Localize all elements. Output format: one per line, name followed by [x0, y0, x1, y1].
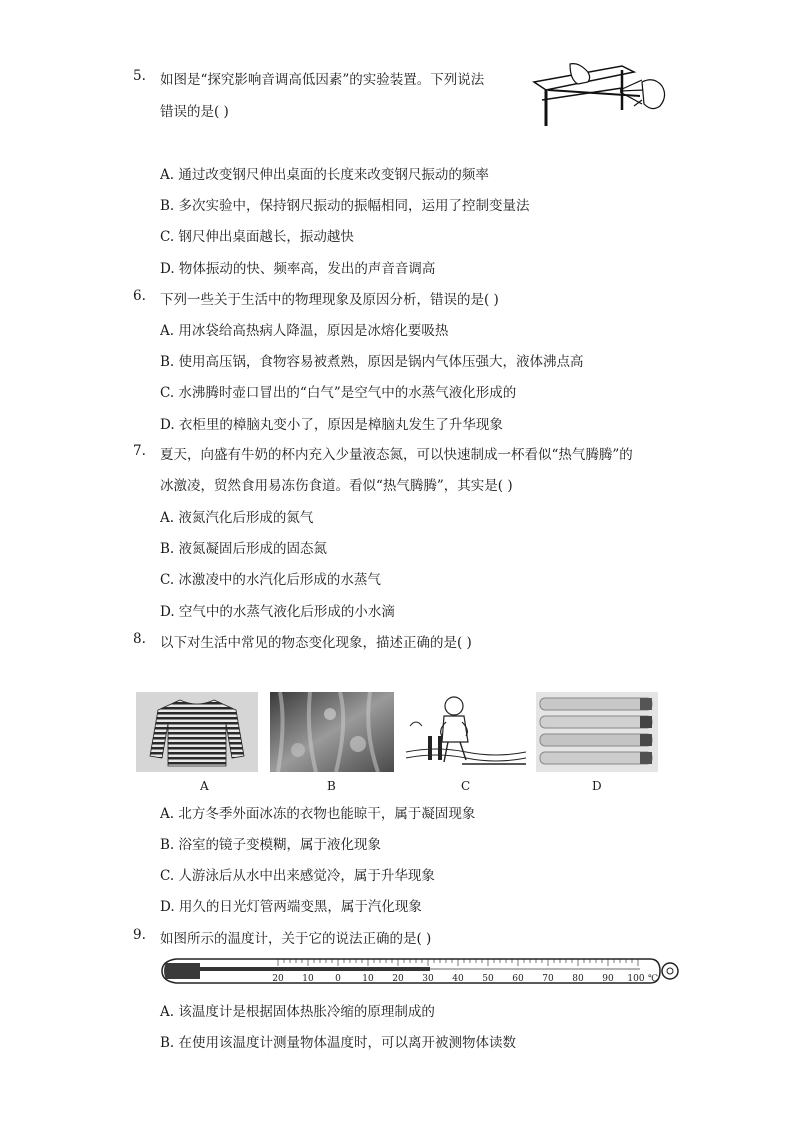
scale-unit: ℃ [647, 974, 659, 984]
scale-label: 40 [452, 974, 464, 984]
fluorescent-tubes-photo [536, 692, 658, 772]
ruler-experiment-figure [530, 60, 670, 130]
option-d: D. 用久的日光灯管两端变黑，属于汽化现象 [160, 899, 422, 915]
scale-label: 50 [482, 974, 494, 984]
option-b: B. 液氮凝固后形成的固态氮 [160, 541, 328, 557]
question-stem-line: 夏天，向盛有牛奶的杯内充入少量液态氮，可以快速制成一杯看似“热气腾腾”的 [160, 447, 633, 463]
scale-label: 80 [572, 974, 584, 984]
question-stem-line: 错误的是( ) [160, 104, 229, 120]
option-d: D. 空气中的水蒸气液化后形成的小水滴 [160, 604, 395, 620]
scale-label: 20 [272, 974, 284, 984]
question-number: 7. [133, 443, 146, 459]
question-stem-line: 如图所示的温度计，关于它的说法正确的是( ) [160, 931, 432, 947]
option-b: B. 多次实验中，保持钢尺振动的振幅相同，运用了控制变量法 [160, 198, 530, 214]
scale-label: 30 [422, 974, 434, 984]
figure-caption: C [461, 779, 471, 793]
scale-label: 60 [512, 974, 524, 984]
scale-label: 100 [627, 974, 645, 984]
scale-label: 10 [362, 974, 374, 984]
question-number: 8. [133, 631, 146, 647]
option-b: B. 在使用该温度计测量物体温度时，可以离开被测物体读数 [160, 1035, 517, 1051]
figure-caption: A [200, 779, 209, 793]
figure-caption: B [327, 779, 336, 793]
scale-label: 0 [335, 974, 341, 984]
option-c: C. 钢尺伸出桌面越长，振动越快 [160, 229, 354, 245]
sweater-photo [136, 692, 258, 772]
figure-caption: D [592, 779, 602, 793]
question-stem-line: 如图是“探究影响音调高低因素”的实验装置。下列说法 [160, 72, 485, 88]
option-a: A. 通过改变钢尺伸出桌面的长度来改变钢尺振动的频率 [160, 167, 489, 183]
fogged-mirror-photo [270, 692, 394, 772]
scale-label: 90 [602, 974, 614, 984]
question-stem-line: 下列一些关于生活中的物理现象及原因分析，错误的是( ) [160, 292, 499, 308]
option-a: A. 液氮汽化后形成的氮气 [160, 510, 314, 526]
option-b: B. 浴室的镜子变模糊，属于液化现象 [160, 837, 382, 853]
option-a: A. 用冰袋给高热病人降温，原因是冰熔化要吸热 [160, 323, 449, 339]
option-c: C. 冰激凌中的水汽化后形成的水蒸气 [160, 572, 381, 588]
option-c: C. 水沸腾时壶口冒出的“白气”是空气中的水蒸气液化形成的 [160, 385, 517, 401]
scale-label: 20 [392, 974, 404, 984]
option-a: A. 北方冬季外面冰冻的衣物也能晾干，属于凝固现象 [160, 806, 476, 822]
question-number: 6. [133, 288, 146, 304]
option-a: A. 该温度计是根据固体热胀冷缩的原理制成的 [160, 1004, 435, 1020]
option-c: C. 人游泳后从水中出来感觉冷，属于升华现象 [160, 868, 435, 884]
question-stem-line: 以下对生活中常见的物态变化现象，描述正确的是( ) [160, 635, 472, 651]
option-b: B. 使用高压锅，食物容易被煮熟，原因是锅内气体压强大，液体沸点高 [160, 354, 584, 370]
swimmer-drawing [402, 692, 528, 772]
option-d: D. 物体振动的快、频率高，发出的声音音调高 [160, 261, 436, 277]
scale-label: 10 [302, 974, 314, 984]
question-stem-line: 冰激凌，贸然食用易冻伤食道。看似“热气腾腾”，其实是( ) [160, 478, 513, 494]
question-number: 9. [133, 927, 146, 943]
question-number: 5. [133, 68, 146, 84]
scale-label: 70 [542, 974, 554, 984]
thermometer-figure [160, 955, 684, 987]
option-d: D. 衣柜里的樟脑丸变小了，原因是樟脑丸发生了升华现象 [160, 417, 503, 433]
